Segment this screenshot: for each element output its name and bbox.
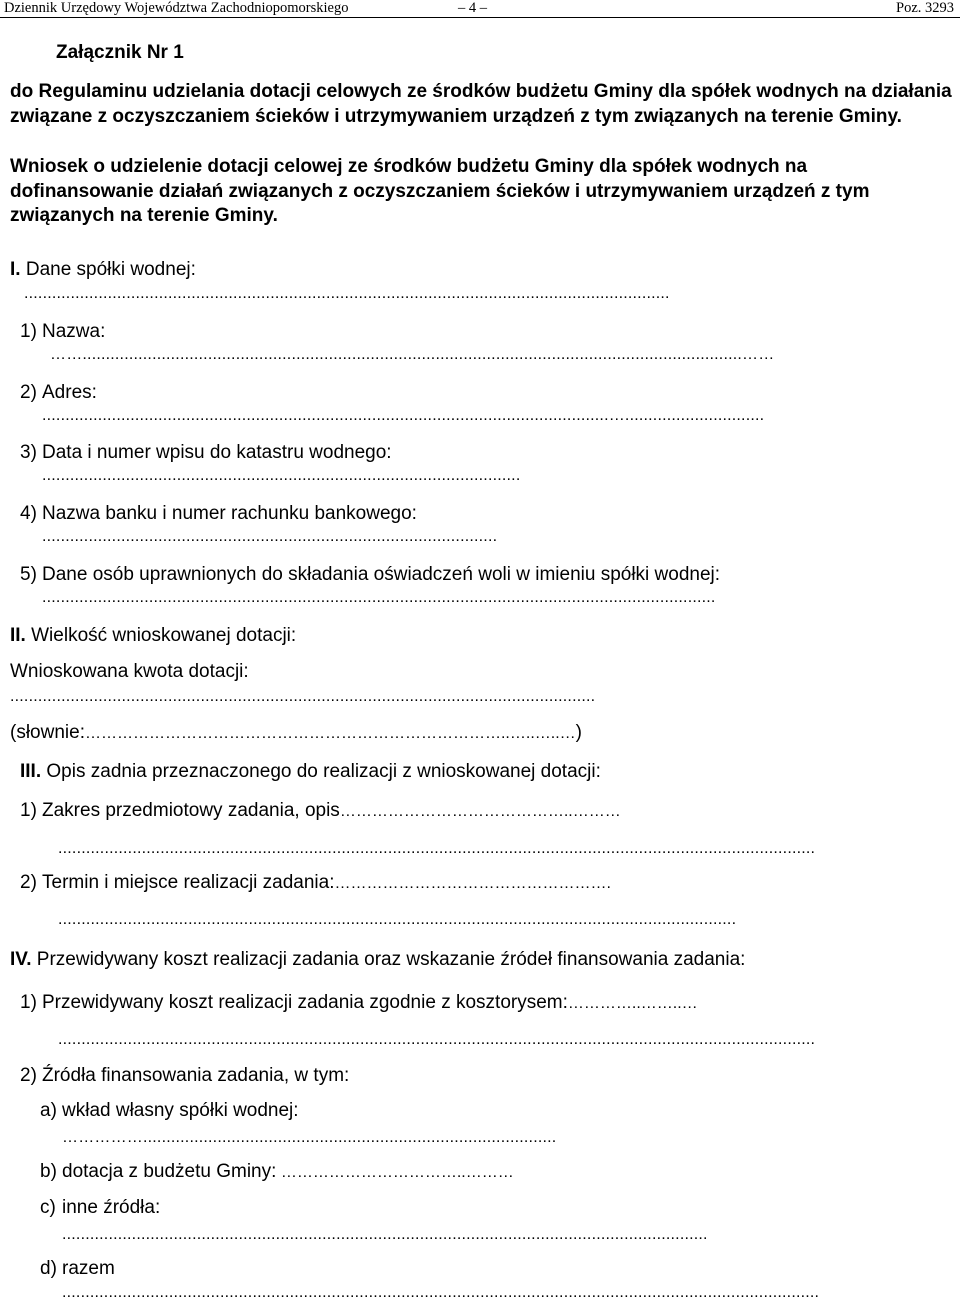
amount-in-words[interactable]: (słownie:……………………………………………………………………..…..…..…) — [10, 722, 582, 743]
field-sources-label: 2) Źródła finansowania zadania, w tym: — [20, 1065, 350, 1086]
journal-name: Dziennik Urzędowy Województwa Zachodniopomorskiego — [4, 0, 349, 16]
position-number: Poz. 3293 — [896, 0, 954, 16]
section-1-title: Dane spółki wodnej: — [20, 259, 196, 280]
fill-line-scope[interactable]: ................................................................................................................................................................... — [58, 840, 816, 857]
field-scope-label: 1) Zakres przedmiotowy zadania, opis……………………………………..……… — [20, 800, 621, 821]
section-1-heading — [10, 258, 196, 282]
fill-line-name[interactable]: ……..............................................................................................................................................…… — [50, 346, 775, 363]
section-4-heading: IV. Przewidywany koszt realizacji zadania oraz wskazanie źródeł finansowania zadania: — [10, 949, 746, 970]
requested-amount-label: Wnioskowana kwota dotacji: — [10, 661, 249, 682]
field-cost-label: 1) Przewidywany koszt realizacji zadania zgodnie z kosztorysem:…………..……..… — [20, 992, 698, 1013]
section-1-roman: I. — [10, 259, 21, 280]
field-name-label: 1) Nazwa: — [20, 321, 106, 342]
fill-line-registry[interactable]: ....................................................................................................... — [42, 467, 521, 484]
fill-line-other-sources[interactable]: ........................................................................................................................................... — [62, 1226, 708, 1243]
header-rule — [0, 17, 960, 18]
field-registry-label: 3) Data i numer wpisu do katastru wodnego: — [20, 442, 392, 463]
field-address-label: 2) Adres: — [20, 382, 97, 403]
fill-line-schedule[interactable]: .................................................................................................................................................. — [58, 911, 737, 928]
fill-line-own-contribution[interactable]: ……………......................................................................................... — [62, 1129, 557, 1146]
field-other-sources-label: c) inne źródła: — [40, 1197, 161, 1218]
field-municipal-grant-label: b) dotacja z budżetu Gminy: ……………………………..……… — [40, 1161, 514, 1182]
fill-line-bank[interactable]: .................................................................................................. — [42, 528, 498, 545]
fill-line-company[interactable]: ........................................................................................................................................... — [24, 285, 670, 302]
regulation-title: do Regulaminu udzielania dotacji celowych ze środków budżetu Gminy dla spółek wodnych na działania związane z oczyszczaniem ścieków i utrzymywaniem urządzeń z tym związanych na terenie Gminy. — [10, 81, 952, 127]
fill-line-total[interactable]: ................................................................................................................................................................... — [62, 1284, 820, 1301]
annex-title: Załącznik Nr 1 — [56, 42, 184, 63]
fill-line-authorized[interactable]: ................................................................................................................................................. — [42, 589, 716, 606]
field-own-contribution-label: a) wkład własny spółki wodnej: — [40, 1100, 299, 1121]
field-authorized-label: 5) Dane osób uprawnionych do składania oświadczeń woli w imieniu spółki wodnej: — [20, 564, 721, 585]
section-3-heading: III. Opis zadnia przeznaczonego do realizacji z wnioskowanej dotacji: — [20, 761, 601, 782]
fill-line-cost[interactable]: ................................................................................................................................................................... — [58, 1031, 816, 1048]
field-total-label: d) razem — [40, 1258, 115, 1279]
section-2-heading: II. Wielkość wnioskowanej dotacji: — [10, 625, 297, 646]
application-title: Wniosek o udzielenie dotacji celowej ze środków budżetu Gminy dla spółek wodnych na dofinansowanie działań związanych z oczyszczaniem ścieków i utrzymywaniem urządzeń z tym związanych na terenie Gminy. — [10, 156, 870, 226]
fill-line-address[interactable]: ..........................................................................................................................….............................. — [42, 407, 765, 424]
page-number: – 4 – — [458, 0, 487, 16]
field-bank-label: 4) Nazwa banku i numer rachunku bankowego: — [20, 503, 417, 524]
field-schedule-label: 2) Termin i miejsce realizacji zadania:……………………………………………. — [20, 872, 611, 893]
fill-line-amount[interactable]: .............................................................................................................................. — [10, 688, 596, 705]
running-header — [0, 0, 960, 16]
